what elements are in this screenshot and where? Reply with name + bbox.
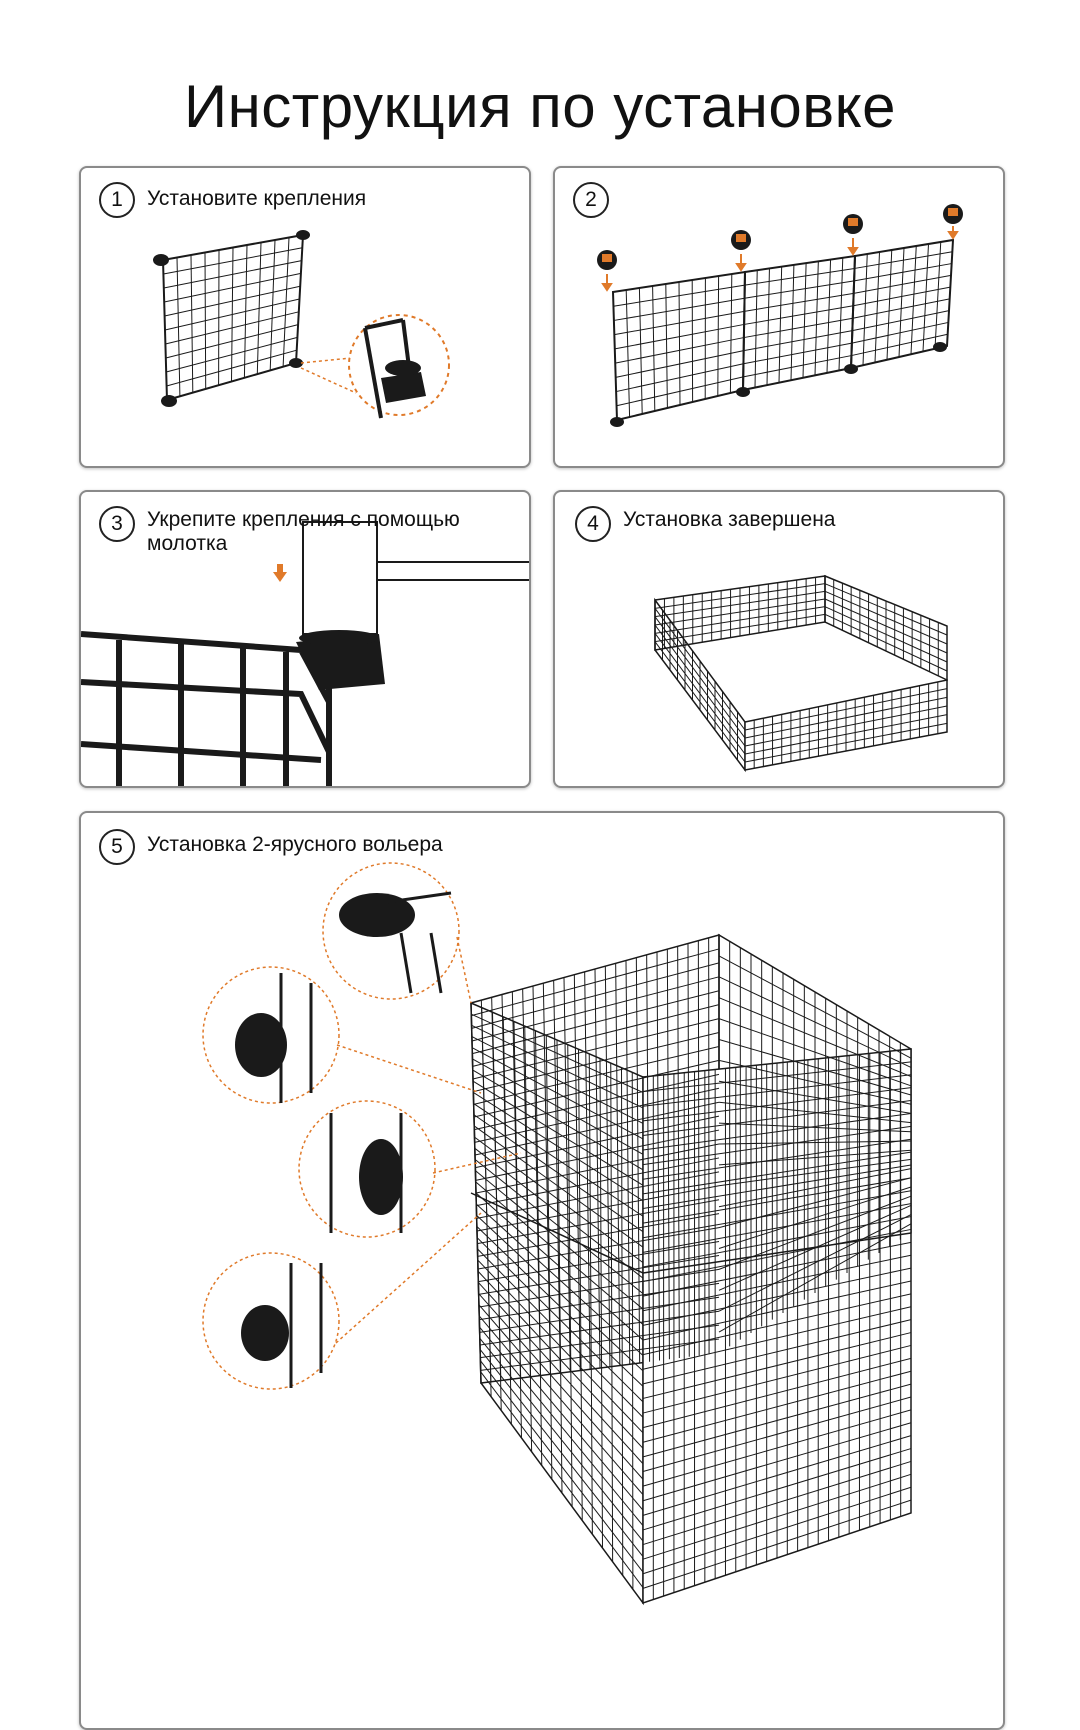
step-5-number: 5	[99, 829, 135, 865]
step-4-illustration	[555, 492, 1003, 786]
step-4-number: 4	[575, 506, 611, 542]
step-3-caption: Укрепите крепления с помощью молотка	[147, 508, 507, 556]
step-5-caption: Установка 2-ярусного вольера	[147, 833, 443, 857]
step-5-illustration	[81, 813, 1003, 1728]
down-arrow-icon	[273, 572, 287, 582]
step-3-panel	[79, 490, 531, 788]
page-title: Инструкция по установке	[0, 72, 1080, 141]
step-3-number: 3	[99, 506, 135, 542]
step-5-panel	[79, 811, 1005, 1730]
step-1-number: 1	[99, 182, 135, 218]
step-2-illustration	[555, 168, 1003, 466]
step-1-panel	[79, 166, 531, 468]
step-2-panel	[553, 166, 1005, 468]
step-4-panel	[553, 490, 1005, 788]
step-4-caption: Установка завершена	[623, 508, 835, 532]
step-1-illustration	[81, 168, 529, 466]
step-1-caption: Установите крепления	[147, 187, 366, 211]
step-2-number: 2	[573, 182, 609, 218]
